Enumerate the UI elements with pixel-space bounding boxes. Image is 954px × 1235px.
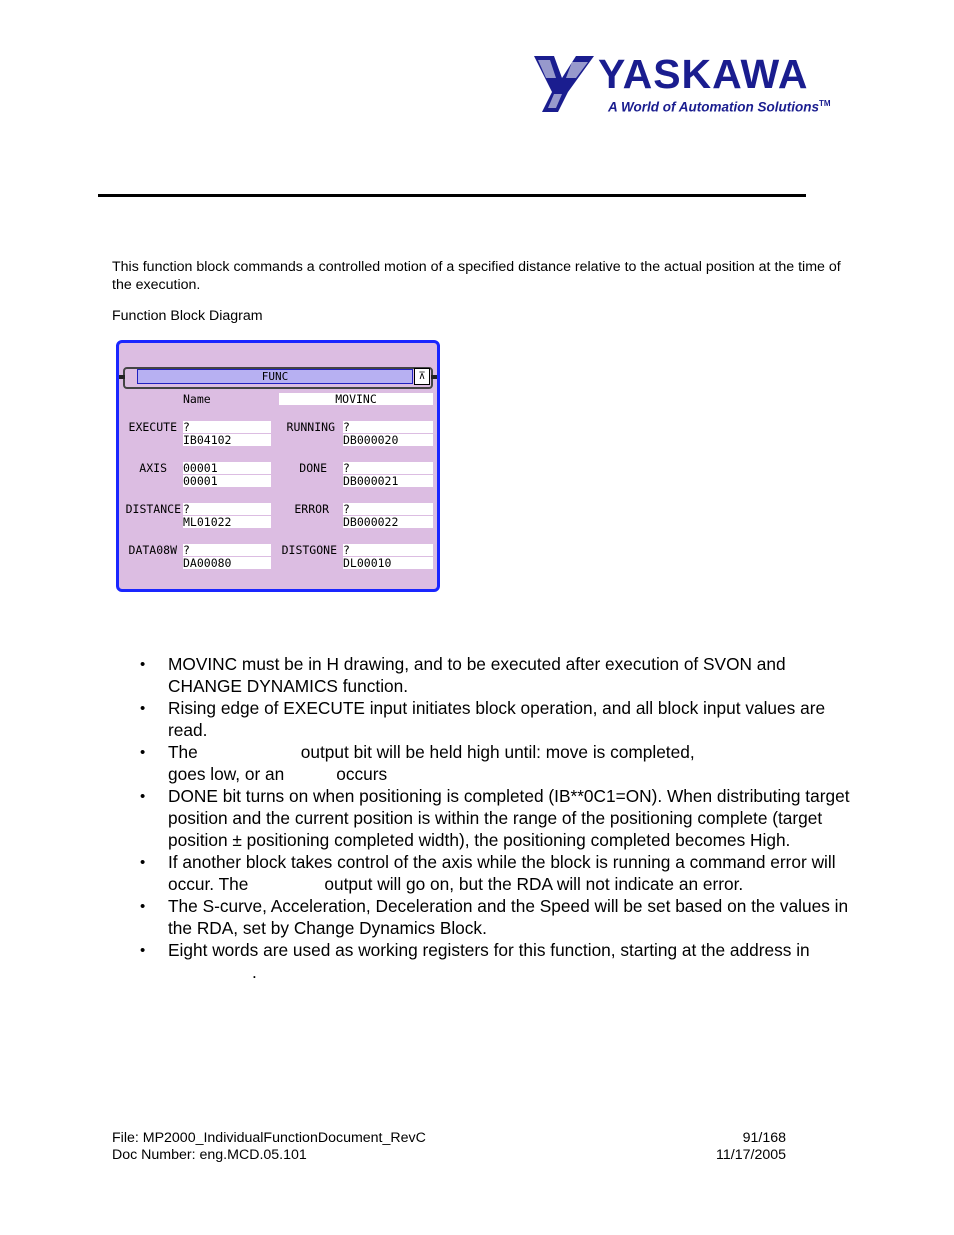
notes-list xyxy=(140,654,850,984)
logo-wordmark: YASKAWA xyxy=(598,51,809,97)
input-distance-value[interactable]: ? xyxy=(183,503,271,515)
input-data08w-value[interactable]: ? xyxy=(183,544,271,556)
footer-date: 11/17/2005 xyxy=(716,1147,786,1163)
output-done-register[interactable]: DB000021 xyxy=(343,475,433,487)
input-label-data08w: DATA08W xyxy=(128,543,177,557)
note-item: • The S-curve, Acceleration, Deceleration and the Speed will be set based on the values in the RDA, set by Change Dynamics Block. xyxy=(140,896,850,940)
note-item: • Eight words are used as working registers for this function, starting at the address in. xyxy=(140,940,850,984)
input-label-execute: EXECUTE xyxy=(128,420,177,434)
output-done-value[interactable]: ? xyxy=(343,462,433,474)
output-label-running: RUNNING xyxy=(286,420,335,434)
output-distgone-value[interactable]: ? xyxy=(343,544,433,556)
input-axis-register[interactable]: 00001 xyxy=(183,475,271,487)
name-label: Name xyxy=(183,392,211,406)
function-block-title: FUNC xyxy=(137,369,413,384)
output-distgone-register[interactable]: DL00010 xyxy=(343,557,433,569)
output-running-value[interactable]: ? xyxy=(343,421,433,433)
note-item: • Rising edge of EXECUTE input initiates block operation, and all block input values are read. xyxy=(140,698,850,742)
collapse-button[interactable]: ⊼ xyxy=(414,368,430,385)
logo-tagline: A World of Automation Solutions™ xyxy=(608,99,831,115)
footer-page-number: 91/168 xyxy=(742,1130,786,1146)
yaskawa-swoosh-icon xyxy=(532,52,596,114)
input-execute-value[interactable]: ? xyxy=(183,421,271,433)
connector-right xyxy=(431,375,437,379)
note-item: • The output bit will be held high until: move is completed, goes low, or an occurs xyxy=(140,742,850,786)
output-error-register[interactable]: DB000022 xyxy=(343,516,433,528)
input-axis-value[interactable]: 00001 xyxy=(183,462,271,474)
intro-paragraph: This function block commands a controlled motion of a specified distance relative to the actual position at the time of the execution. xyxy=(112,259,841,293)
function-block-window xyxy=(116,340,440,592)
output-running-register[interactable]: DB000020 xyxy=(343,434,433,446)
output-label-done: DONE xyxy=(299,461,327,475)
input-data08w-register[interactable]: DA00080 xyxy=(183,557,271,569)
output-error-value[interactable]: ? xyxy=(343,503,433,515)
input-label-distance: DISTANCE xyxy=(125,502,181,516)
note-item: • DONE bit turns on when positioning is completed (IB**0C1=ON). When distributing target position and the current position is within the range of the positioning complete (target position ± positioning completed width), the positioning completed becomes High. xyxy=(140,786,850,851)
note-item: • MOVINC must be in H drawing, and to be executed after execution of SVON and CHANGE DYNAMICS function. xyxy=(140,654,850,698)
footer-doc-number: Doc Number: eng.MCD.05.101 xyxy=(112,1147,307,1163)
note-item: • If another block takes control of the axis while the block is running a command error will occur. The output will go on, but the RDA will not indicate an error. xyxy=(140,852,850,896)
output-label-error: ERROR xyxy=(294,502,329,516)
connector-left xyxy=(119,375,125,379)
input-label-axis: AXIS xyxy=(139,461,167,475)
input-execute-register[interactable]: IB04102 xyxy=(183,434,271,446)
name-field[interactable]: MOVINC xyxy=(279,393,433,405)
diagram-caption: Function Block Diagram xyxy=(112,308,263,324)
footer-file: File: MP2000_IndividualFunctionDocument_RevC xyxy=(112,1130,426,1146)
header-rule xyxy=(98,194,806,197)
output-label-distgone: DISTGONE xyxy=(281,543,337,557)
input-distance-register[interactable]: ML01022 xyxy=(183,516,271,528)
yaskawa-logo xyxy=(532,51,831,118)
